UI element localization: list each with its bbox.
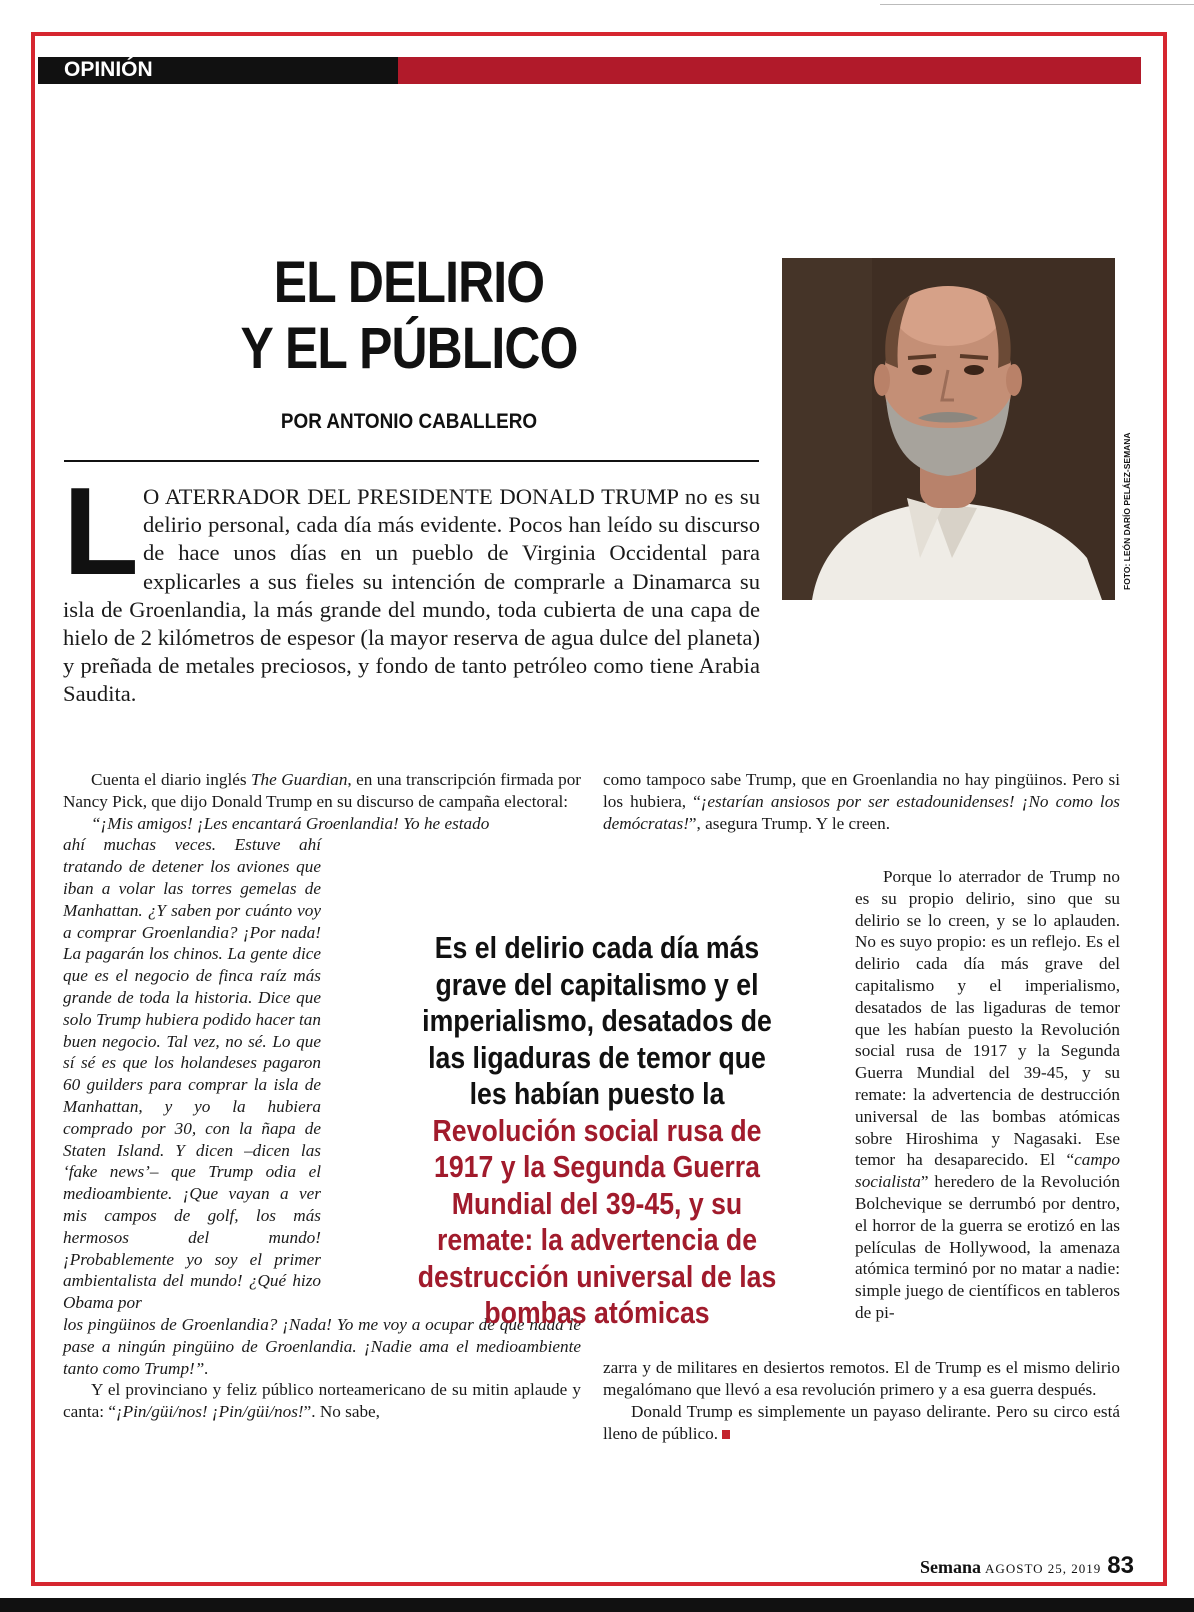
paragraph-guardian — [63, 769, 581, 813]
text-run: Porque lo aterrador de Trump no es su propio delirio, sino que su delirio se lo creen, y se lo aplauden. No es suyo propio: es un reflejo. Es el delirio cada día más grave del capitalismo y el imperialismo, desatados de las ligaduras de temor que les habían puesto la Revolución social rusa de 1917 y la Segunda Guerra Mundial del 39-45, y su remate: la advertencia de destrucción universal de las bombas atómicas sobre Hiroshima y Nagasaki. Ese temor ha desaparecido. El “ — [855, 867, 1120, 1170]
paragraph-pinguinos — [603, 769, 1120, 834]
photo-credit: FOTO: LEÓN DARÍO PELÁEZ-SEMANA — [1122, 432, 1132, 590]
lead-text: no es su delirio personal, cada día más evidente. Pocos han leído su discurso de hace unos días en un pueblo de Virginia Occidental para explicarles a sus fieles su intención de comprarle a Dinamarca su isla de Groenlandia, la más grande del mundo, toda cubierta de una capa de hielo de 2 kilómetros de espesor (la mayor reserva de agua dulce del planeta) y preñada de metales preciosos, y fondo de tanto petróleo como tiene Arabia Saudita. — [63, 484, 760, 707]
trump-quote-narrow — [63, 834, 321, 1314]
headline-rule — [64, 460, 759, 462]
quote-text: los pingüinos de Groenlandia? ¡Nada! Yo me voy a ocupar de que nada le pase a ningún pingüino de Groenlandia. ¡Nadie ama el medioambiente tanto como Trump!”. — [63, 1314, 581, 1378]
lead-paragraph — [63, 463, 760, 709]
quote-text: ¡estarían ansiosos por ser estadounidenses! ¡No como los demócratas! — [603, 791, 1120, 833]
headline — [112, 250, 705, 382]
text-run: zarra y de militares en desiertos remotos. El de Trump es el mismo delirio megalómano que llevó a esa revolución primero y a esa guerra después. — [603, 1358, 1120, 1400]
headline-line-1: EL DELIRIO — [273, 250, 545, 315]
paragraph-aterrador — [855, 866, 1120, 1324]
chant-text: ¡Pin/güi/nos! ¡Pin/güi/nos! — [115, 1402, 304, 1422]
text-run: como tampoco sabe Trump, que en Groenlandia no hay pingüinos. Pero si los hubiera, “ — [603, 770, 1120, 811]
pull-quote-black: Es el delirio cada día más grave del capitalismo y el imperialismo, desatados de las ligaduras de temor que les habían puesto la — [422, 930, 772, 1111]
headline-line-2: Y EL PÚBLICO — [240, 316, 578, 381]
scan-edge-line — [880, 4, 1194, 5]
author-portrait-illustration — [782, 258, 1115, 600]
quote-text: ahí muchas veces. Estuve ahí tratando de detener los aviones que iban a volar las torres gemelas de Manhattan. ¿Y saben por cuánto voy a comprar Groenlandia? ¡Por nada! La pagarán los chinos. La gente dice que es el negocio de finca raíz más grande de toda la historia. Dice que solo Trump hubiera podido hacer tan buen negocio. Tal vez, no sé. Lo que sí sé es que los holandeses pagaron 60 guilders para comprar la isla de Manhattan, y yo la hubiera comprado por 30, con la ñapa de Staten Island. Y dicen –dicen las ‘fake news’– que Trump odia el medioambiente. ¡Que vayan a ver mis campos de golf, los más hermosos del mundo! ¡Probablemente yo soy el primer ambientalista del mundo! ¿Qué hizo Obama por — [63, 835, 321, 1313]
section-bar-red — [398, 57, 1141, 84]
text-run: , en una transcripción firmada por Nancy Pick, que dijo Donald Trump en su discurso de campaña electoral: — [63, 770, 582, 811]
issue-date: AGOSTO 25, 2019 — [985, 1561, 1102, 1576]
text-run: Cuenta el diario inglés — [91, 770, 251, 789]
text-run: Donald Trump es simplemente un payaso delirante. Pero su circo está lleno de público. — [603, 1401, 1120, 1443]
publication-name: The Guardian — [250, 770, 348, 789]
page-footer — [904, 1552, 1134, 1580]
byline: POR ANTONIO CABALLERO — [280, 410, 538, 433]
italic-term: campo socialista — [855, 1150, 1120, 1192]
paragraph-closing — [603, 1401, 1120, 1445]
column-3 — [855, 866, 1120, 1324]
text-run: ” heredero de la Revolución Bolchevique se derrumbó por dentro, el horror de la guerra se erotizó en las películas de Hollywood, la amenaza atómica terminó por no matar a nadie: simple juego de científicos en tableros de pi- — [855, 1172, 1120, 1322]
section-label: OPINIÓN — [64, 58, 153, 81]
trump-quote-open — [63, 813, 581, 835]
paragraph-mitin — [63, 1379, 581, 1423]
lead-caps: O ATERRADOR DEL PRESIDENTE DONALD TRUMP — [143, 484, 679, 509]
text-run: ”. No sabe, — [303, 1402, 380, 1422]
text-run: Y el provinciano y feliz público norteamericano de su mitin aplaude y canta: “ — [63, 1380, 581, 1422]
end-mark — [722, 1430, 730, 1439]
page-number: 83 — [1107, 1552, 1134, 1579]
paragraph-continuation — [603, 1357, 1120, 1401]
author-photo — [782, 258, 1115, 600]
scan-bottom-margin — [0, 1598, 1194, 1612]
quote-text: “¡Mis amigos! ¡Les encantará Groenlandia! Yo he estado — [91, 813, 490, 833]
pull-quote-red: Revolución social rusa de 1917 y la Segunda Guerra Mundial del 39-45, y su remate: la advertencia de destrucción universal de las bombas atómicas — [417, 1112, 777, 1330]
text-run: ”, asegura Trump. Y le creen. — [688, 813, 891, 833]
magazine-name: Semana — [920, 1557, 982, 1577]
section-bar — [38, 57, 1141, 84]
dropcap: L — [63, 463, 139, 601]
pull-quote — [412, 930, 782, 1332]
